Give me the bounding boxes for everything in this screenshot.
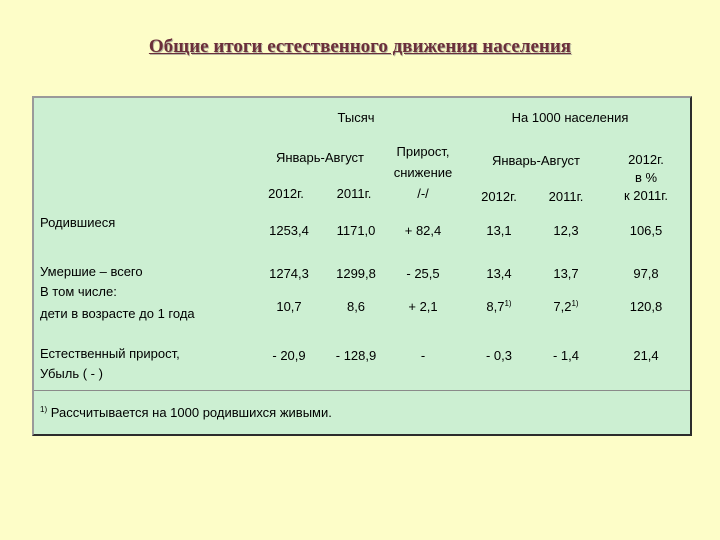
row-label-births: Родившиеся bbox=[40, 215, 116, 230]
cell-value: 120,8 bbox=[629, 299, 663, 314]
cell-value: 1253,4 bbox=[269, 223, 309, 238]
cell-value: 1299,8 bbox=[336, 266, 376, 281]
cell-value: 21,4 bbox=[633, 348, 659, 363]
footnote: $^{1)}$ Рассчитывается на 1000 родившихся живыми. bbox=[40, 405, 332, 420]
year-2011-thousands: 2011г. bbox=[336, 186, 372, 201]
statistics-table bbox=[32, 96, 692, 436]
year-2011-per-1000: 2011г. bbox=[548, 189, 584, 204]
page-title: Общие итоги естественного движения населения bbox=[148, 36, 572, 57]
pct-header-line1: 2012г. bbox=[628, 152, 664, 167]
pct-header-line3: к 2011г. bbox=[623, 188, 669, 203]
cell-value: + 82,4 bbox=[404, 223, 442, 238]
cell-value: - 25,5 bbox=[406, 266, 440, 281]
year-2012-thousands: 2012г. bbox=[268, 186, 304, 201]
cell-value: 13,7 bbox=[553, 266, 579, 281]
cell-value: 12,3 bbox=[553, 223, 579, 238]
cell-value: 97,8 bbox=[633, 266, 659, 281]
year-2012-per-1000: 2012г. bbox=[481, 189, 517, 204]
cell-value: 13,4 bbox=[486, 266, 512, 281]
cell-value: 106,5 bbox=[629, 223, 663, 238]
cell-value: 8,6 bbox=[346, 299, 366, 314]
row-label-decrease: Убыль ( - ) bbox=[40, 366, 103, 381]
cell-value: - 1,4 bbox=[552, 348, 580, 363]
cell-value: - 20,9 bbox=[272, 348, 306, 363]
change-header-line1: Прирост, bbox=[396, 144, 450, 159]
cell-value: - 128,9 bbox=[335, 348, 377, 363]
cell-value-footnoted: 7,2$^{1)}$ bbox=[553, 299, 579, 314]
cell-value: 1274,3 bbox=[269, 266, 309, 281]
cell-value-footnoted: 8,7$^{1)}$ bbox=[486, 299, 512, 314]
cell-value: - 0,3 bbox=[485, 348, 513, 363]
change-header-line2: снижение bbox=[393, 165, 453, 180]
cell-value: 13,1 bbox=[486, 223, 512, 238]
cell-value: 1171,0 bbox=[336, 223, 376, 238]
group-header-thousands: Тысяч bbox=[337, 110, 375, 125]
row-label-infants: дети в возрасте до 1 года bbox=[40, 306, 195, 321]
cell-value: + 2,1 bbox=[408, 299, 438, 314]
group-header-per-1000: На 1000 населения bbox=[511, 110, 629, 125]
row-label-including: В том числе: bbox=[40, 284, 117, 299]
cell-value: 10,7 bbox=[276, 299, 302, 314]
period-header-thousands: Январь-Август bbox=[275, 150, 365, 165]
period-header-per-1000: Январь-Август bbox=[491, 153, 581, 168]
cell-value: - bbox=[420, 348, 426, 363]
change-header-line3: /-/ bbox=[417, 186, 429, 201]
footnote-divider bbox=[34, 390, 690, 391]
row-label-natural-increase: Естественный прирост, bbox=[40, 346, 180, 361]
pct-header-line2: в % bbox=[634, 170, 658, 185]
row-label-deaths: Умершие – всего bbox=[40, 264, 143, 279]
